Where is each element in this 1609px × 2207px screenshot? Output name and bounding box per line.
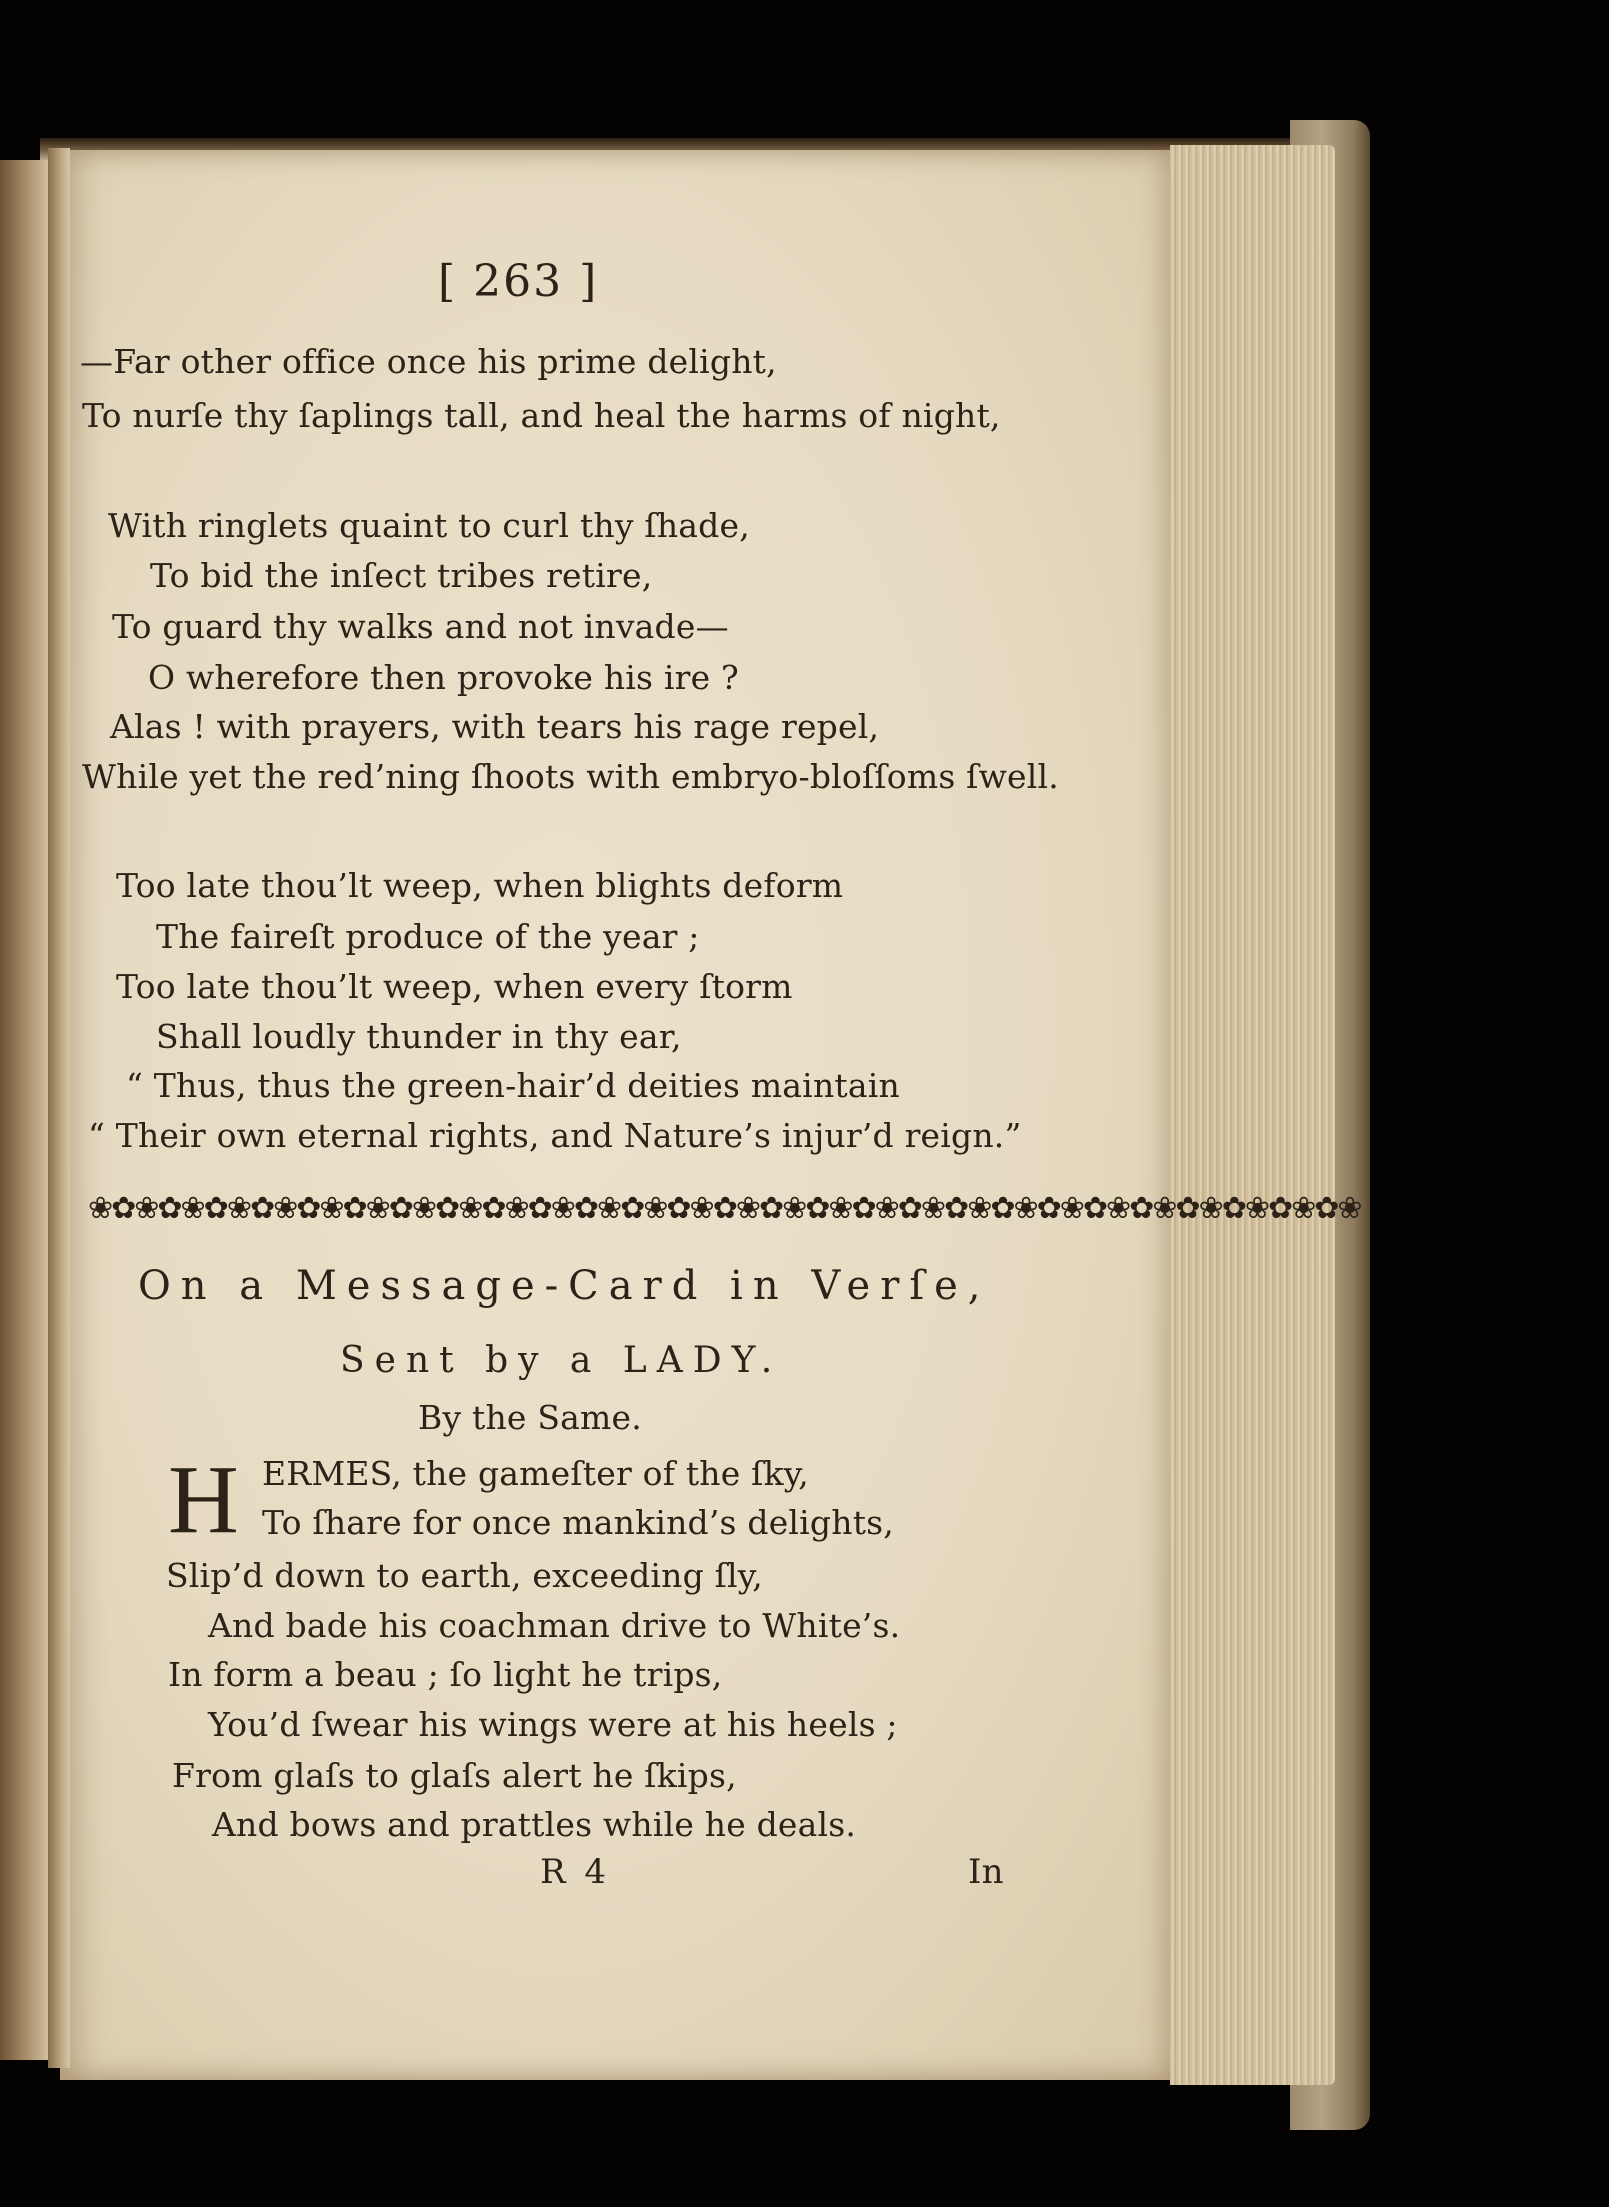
stanza-3-line-5: “ Thus, thus the green-hair’d deities maintain (126, 1066, 900, 1105)
stanza-3-line-2: The faireſt produce of the year ; (156, 917, 700, 956)
stanza-3-line-4: Shall loudly thunder in thy ear, (156, 1017, 682, 1056)
poem-line-5: In form a beau ; ſo light he trips, (168, 1655, 723, 1694)
stanza-2-line-1: With ringlets quaint to curl thy ſhade, (108, 506, 750, 545)
ornamental-rule: ❀✿❀✿❀✿❀✿❀✿❀✿❀✿❀✿❀✿❀✿❀✿❀✿❀✿❀✿❀✿❀✿❀✿❀✿❀✿❀✿❀✿❀✿❀✿❀✿❀✿❀✿❀✿❀ (88, 1191, 1361, 1226)
stanza-3-line-1: Too late thou’lt weep, when blights deform (116, 866, 844, 905)
poem-subtitle: Sent by a LADY. (340, 1340, 783, 1381)
stanza-2-line-2: To bid the inſect tribes retire, (150, 556, 653, 595)
page-number: [ 263 ] (438, 256, 599, 307)
stanza-1-line-2: To nurſe thy ſaplings tall, and heal the harms of night, (82, 396, 1001, 435)
signature-mark: R 4 (540, 1852, 611, 1892)
stanza-2-line-5: Alas ! with prayers, with tears his rage repel, (110, 707, 880, 746)
poem-line-6: You’d ſwear his wings were at his heels ; (208, 1705, 898, 1744)
poem-line-7: From glaſs to glaſs alert he ſkips, (172, 1756, 737, 1795)
stanza-3-line-6: “ Their own eternal rights, and Nature’s injur’d reign.” (88, 1116, 1022, 1155)
poem-line-4: And bade his coachman drive to White’s. (208, 1606, 901, 1645)
drop-cap: H (168, 1446, 239, 1554)
stanza-2-line-6: While yet the red’ning ſhoots with embryo-bloſſoms ſwell. (82, 757, 1059, 796)
stanza-2-line-4: O wherefore then provoke his ire ? (148, 658, 739, 697)
poem-title: On a Message-Card in Verſe, (138, 1263, 991, 1309)
poem-line-2: To ſhare for once mankind’s delights, (262, 1503, 894, 1542)
poem-byline: By the Same. (418, 1398, 642, 1437)
stanza-1-line-1: —Far other office once his prime delight, (80, 342, 777, 381)
stanza-3-line-3: Too late thou’lt weep, when every ſtorm (116, 967, 793, 1006)
poem-line-1: ERMES, the gameſter of the ſky, (262, 1454, 809, 1493)
poem-line-8: And bows and prattles while he deals. (212, 1805, 857, 1844)
stanza-2-line-3: To guard thy walks and not invade— (112, 607, 729, 646)
catchword: In (968, 1852, 1004, 1892)
poem-line-3: Slip’d down to earth, exceeding ſly, (166, 1556, 763, 1595)
